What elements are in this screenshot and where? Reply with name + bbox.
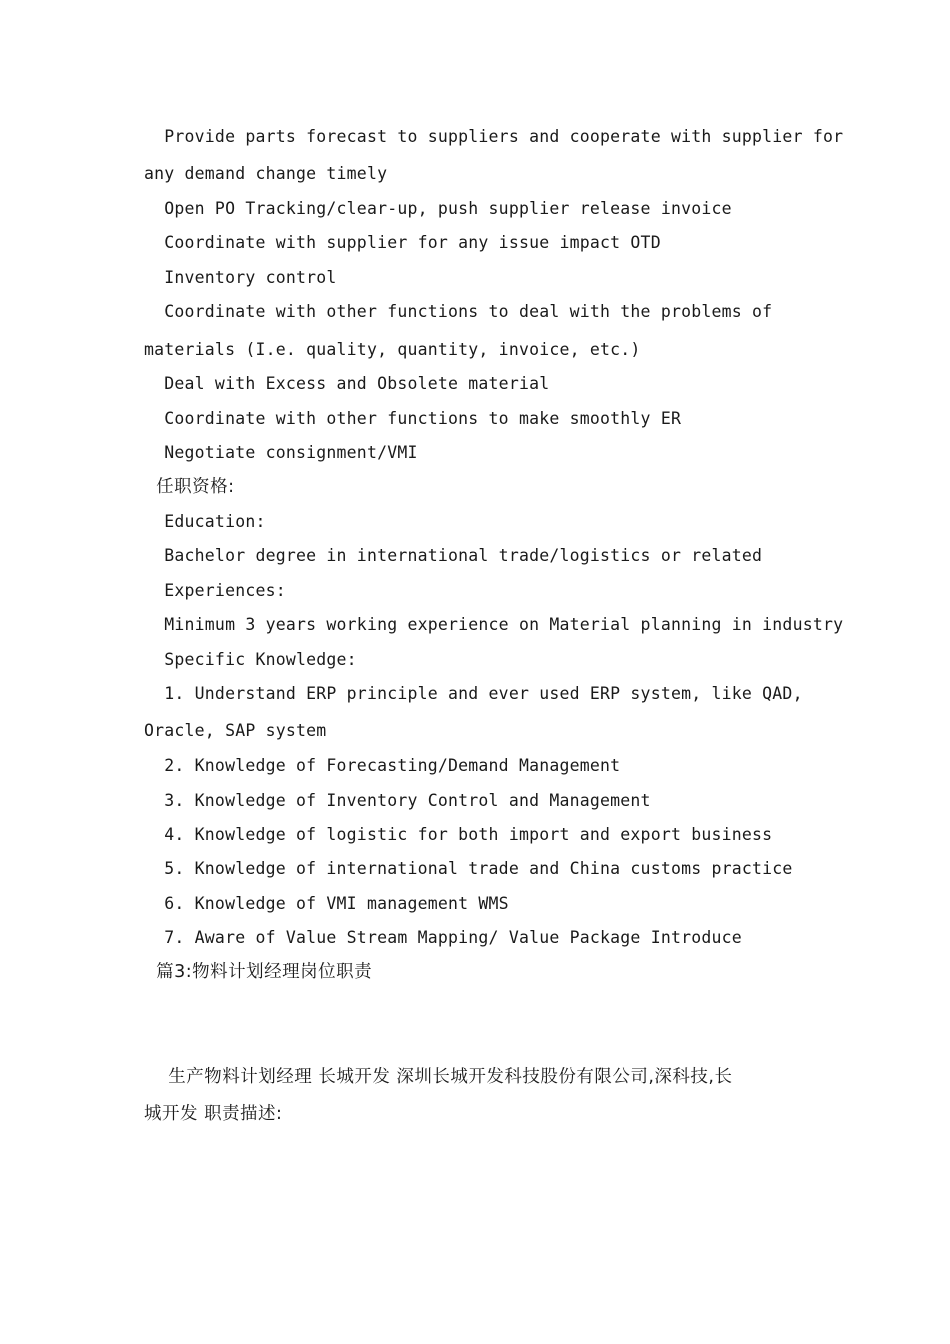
list-item: 5. Knowledge of international trade and China customs practice xyxy=(144,859,793,878)
text-line: Experiences: xyxy=(144,581,286,600)
text-line: Negotiate consignment/VMI xyxy=(144,443,418,462)
text-line: Coordinate with other functions to make smoothly ER xyxy=(144,409,682,428)
text-line: Bachelor degree in international trade/logistics or related xyxy=(144,546,763,565)
list-item: 2. Knowledge of Forecasting/Demand Management xyxy=(144,756,621,775)
list-item: 4. Knowledge of logistic for both import and export business xyxy=(144,825,773,844)
paragraph-line: 城开发 职责描述: xyxy=(144,1104,283,1124)
text-line: Specific Knowledge: xyxy=(144,650,357,669)
text-line: Coordinate with other functions to deal with the problems of xyxy=(144,302,773,321)
text-line: Deal with Excess and Obsolete material xyxy=(144,374,550,393)
section-heading: 篇3:物料计划经理岗位职责 xyxy=(144,962,373,982)
text-line: Minimum 3 years working experience on Material planning in industry xyxy=(144,615,844,634)
paragraph-line: 生产物料计划经理 长城开发 深圳长城开发科技股份有限公司,深科技,长 xyxy=(144,1067,733,1087)
text-line: Provide parts forecast to suppliers and cooperate with supplier for xyxy=(144,127,844,146)
text-line: materials (I.e. quality, quantity, invoice, etc.) xyxy=(144,340,641,359)
list-item: 6. Knowledge of VMI management WMS xyxy=(144,894,509,913)
text-line: any demand change timely xyxy=(144,164,388,183)
list-item: 7. Aware of Value Stream Mapping/ Value Package Introduce xyxy=(144,928,742,947)
list-item: 1. Understand ERP principle and ever used ERP system, like QAD, xyxy=(144,684,803,703)
list-item-continuation: Oracle, SAP system xyxy=(144,721,327,740)
section-heading: 任职资格: xyxy=(144,477,235,497)
text-line: Open PO Tracking/clear-up, push supplier release invoice xyxy=(144,199,732,218)
text-line: Inventory control xyxy=(144,268,337,287)
list-item: 3. Knowledge of Inventory Control and Management xyxy=(144,791,651,810)
text-line: Education: xyxy=(144,512,266,531)
text-line: Coordinate with supplier for any issue impact OTD xyxy=(144,233,661,252)
